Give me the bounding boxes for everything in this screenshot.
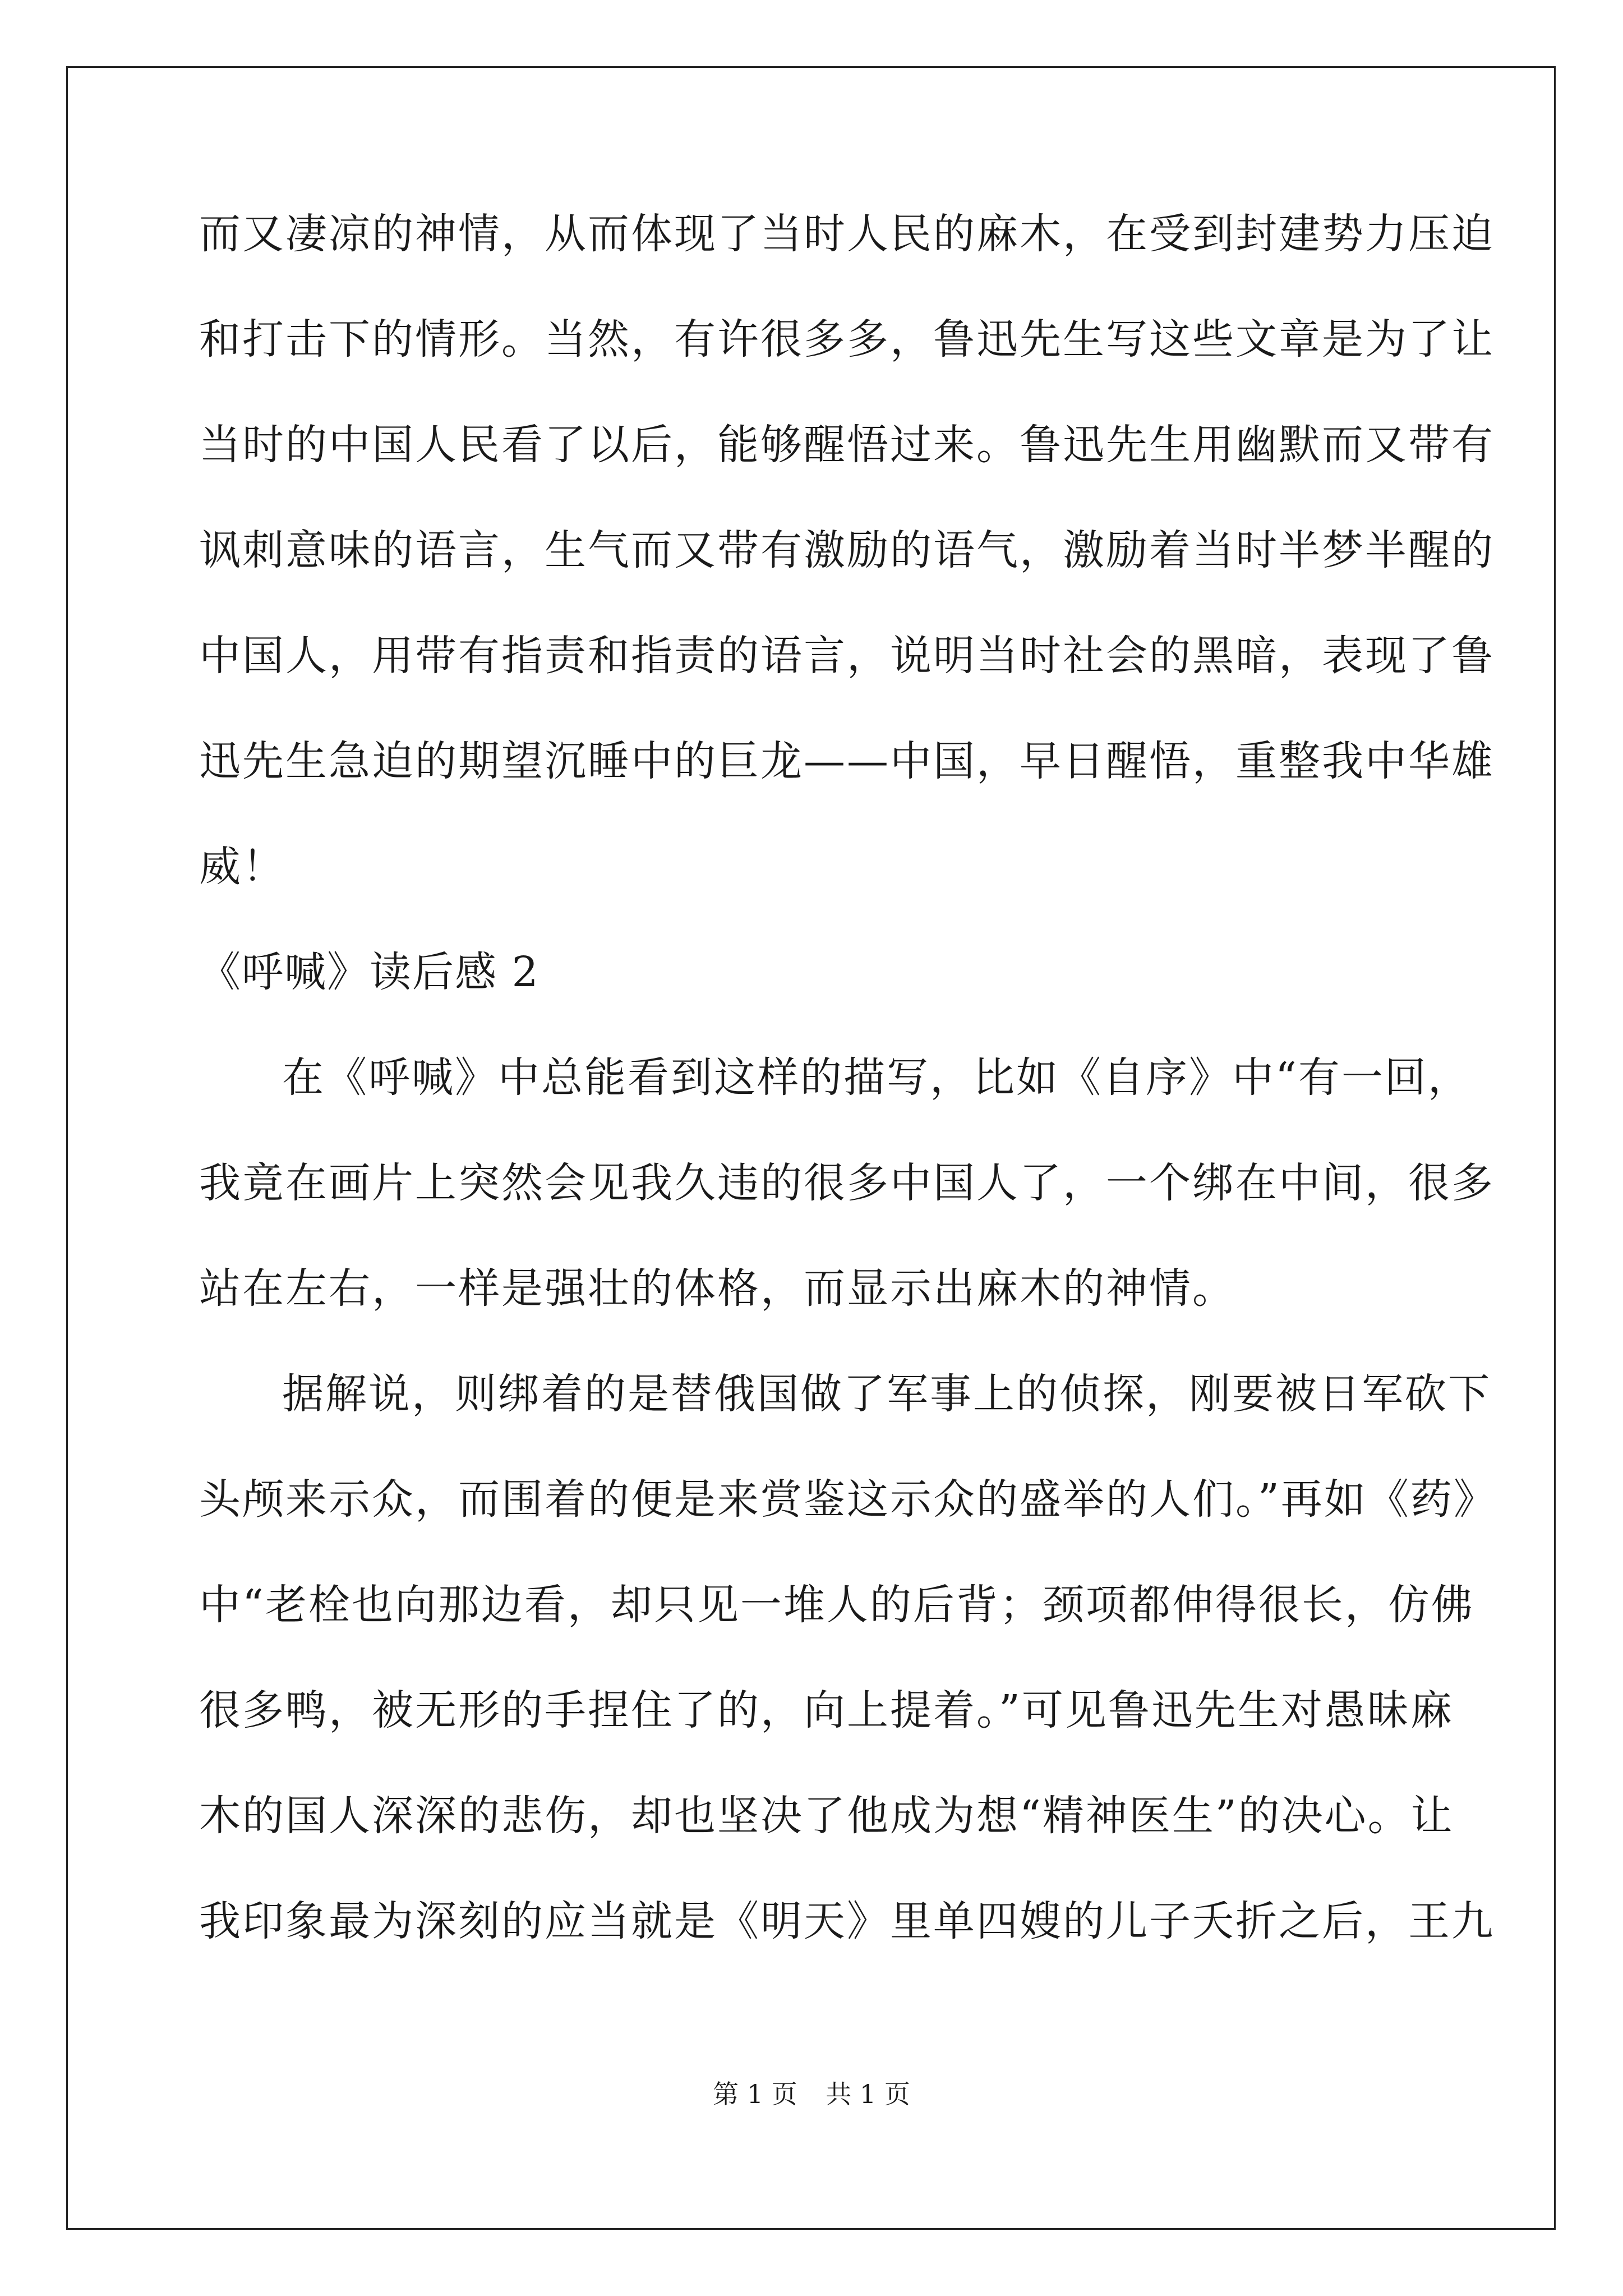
text-line: 而又凄凉的神情，从而体现了当时人民的麻木，在受到封建势力压迫 [199, 210, 1495, 258]
text-line: 很多鸭，被无形的手捏住了的，向上提着。”可见鲁迅先生对愚昧麻 [199, 1686, 1454, 1734]
text-line: 当时的中国人民看了以后，能够醒悟过来。鲁迅先生用幽默而又带有 [199, 421, 1495, 469]
section-heading: 《呼喊》读后感 2 [199, 948, 540, 996]
text-line: 在《呼喊》中总能看到这样的描写，比如《自序》中“有一回， [282, 1053, 1471, 1102]
page-footer [0, 2081, 1623, 2107]
text-line: 头颅来示众，而围着的便是来赏鉴这示众的盛举的人们。”再如《药》 [199, 1475, 1497, 1524]
text-line: 我竟在画片上突然会见我久违的很多中国人了，一个绑在中间，很多 [199, 1159, 1495, 1207]
text-line: 据解说，则绑着的是替俄国做了军事上的侦探，刚要被日军砍下 [282, 1370, 1491, 1418]
text-line: 我印象最为深刻的应当就是《明天》里单四嫂的儿子夭折之后，王九 [199, 1897, 1495, 1945]
text-line: 讽刺意味的语言，生气而又带有激励的语气，激励着当时半梦半醒的 [199, 526, 1495, 574]
text-line: 迅先生急迫的期望沉睡中的巨龙——中国，早日醒悟，重整我中华雄 [199, 737, 1495, 785]
text-line: 中国人，用带有指责和指责的语言，说明当时社会的黑暗，表现了鲁 [199, 632, 1495, 680]
page-total: 共 1 页 [826, 2079, 910, 2109]
text-line: 站在左右，一样是强壮的体格，而显示出麻木的神情。 [199, 1264, 1235, 1313]
text-line: 和打击下的情形。当然，有许很多多，鲁迅先生写这些文章是为了让 [199, 315, 1495, 364]
page-number: 第 1 页 [713, 2079, 797, 2109]
text-line: 木的国人深深的悲伤，却也坚决了他成为想“精神医生”的决心。让 [199, 1792, 1454, 1840]
document-body [199, 210, 1497, 2006]
text-line: 威！ [199, 843, 285, 891]
text-line: 中“老栓也向那边看，却只见一堆人的后背；颈项都伸得很长，仿佛 [199, 1581, 1474, 1629]
